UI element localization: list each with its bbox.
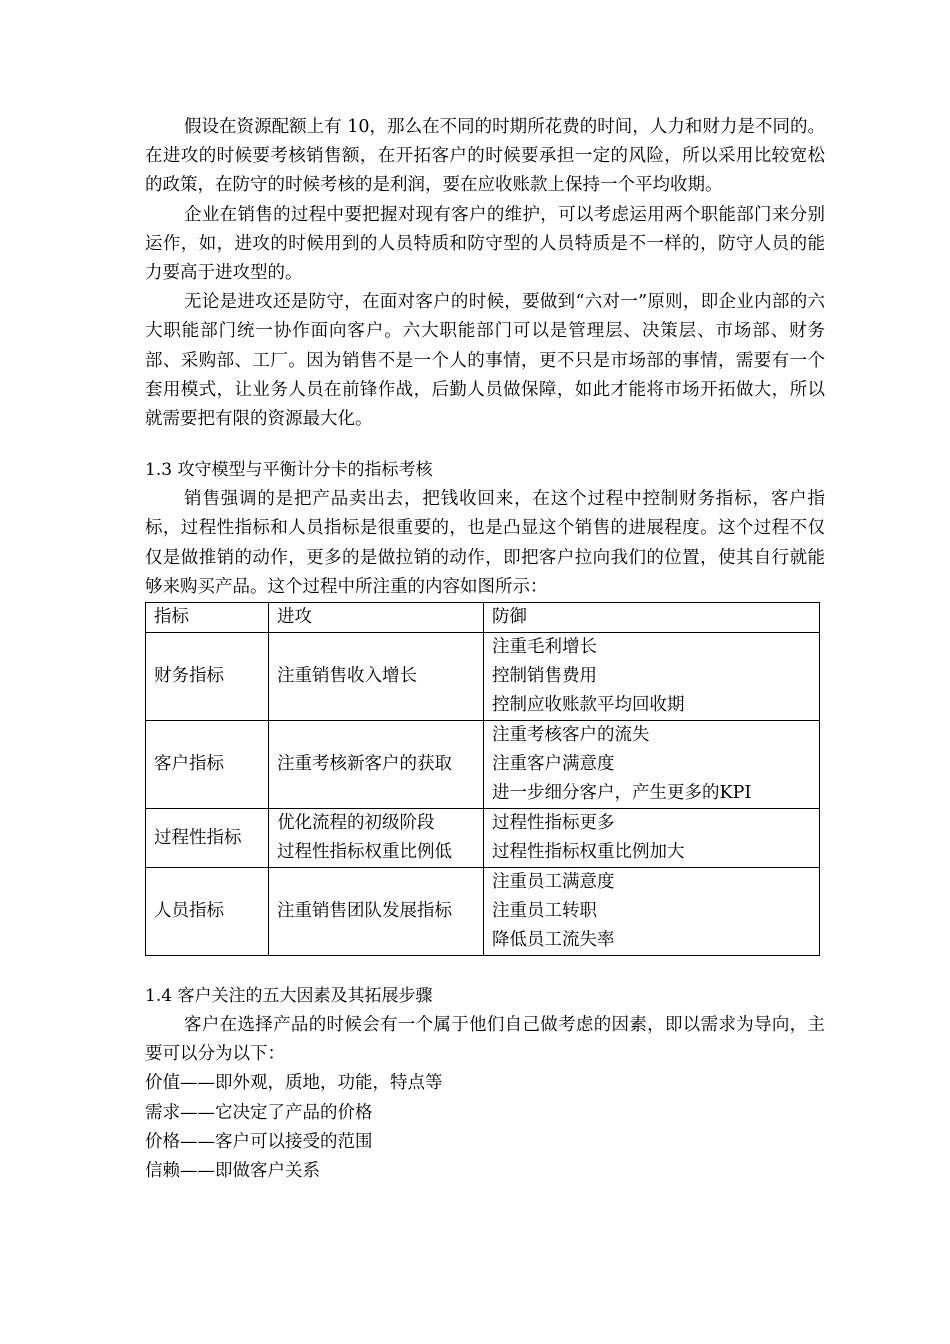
list-item: 需求——它决定了产品的价格 (145, 1102, 373, 1123)
table-header-cell: 指标 (146, 603, 269, 633)
attack-cell (269, 868, 484, 956)
paragraph: 无论是进攻还是防守，在面对客户的时候，要做到“六对一”原则，即企业内部的六大职能部门统一协作面向客户。六大职能部门可以是管理层、决策层、市场部、财务部、采购部、工厂。因为销售不是一个人的事情，更不只是市场部的事情，需要有一个套用模式，让业务人员在前锋作战，后勤人员做保障，如此才能将市场开拓做大，所以就需要把有限的资源最大化。 (145, 292, 825, 430)
cell-line: 注重考核客户的流失 (492, 725, 650, 746)
list-item: 价格——客户可以接受的范围 (145, 1131, 373, 1152)
table-header-cell: 防御 (484, 603, 820, 633)
defense-cell (484, 721, 820, 809)
list-item: 信赖——即做客户关系 (145, 1161, 320, 1182)
metrics-table (145, 602, 820, 956)
cell-line: 注重客户满意度 (492, 754, 615, 775)
list-item: 价值——即外观，质地，功能，特点等 (145, 1073, 443, 1094)
section-heading: 1.4 客户关注的五大因素及其拓展步骤 (145, 986, 433, 1007)
cell-line: 注重员工满意度 (492, 872, 615, 893)
table-row (146, 721, 820, 809)
cell-line: 注重员工转职 (492, 901, 597, 922)
table-header-cell: 进攻 (269, 603, 484, 633)
paragraph: 客户在选择产品的时候会有一个属于他们自己做考虑的因素，即以需求为导向，主要可以分为以下： (145, 1015, 825, 1065)
cell-line: 控制销售费用 (492, 666, 597, 687)
section-heading: 1.3 攻守模型与平衡计分卡的指标考核 (145, 460, 433, 481)
table-row (146, 809, 820, 868)
cell-line: 控制应收账款平均回收期 (492, 695, 685, 716)
cell-line: 进一步细分客户，产生更多的KPI (492, 783, 752, 804)
defense-cell (484, 633, 820, 721)
table-row (146, 868, 820, 956)
paragraph: 企业在销售的过程中要把握对现有客户的维护，可以考虑运用两个职能部门来分别运作，如，进攻的时候用到的人员特质和防守型的人员特质是不一样的，防守人员的能力要高于进攻型的。 (145, 204, 825, 284)
metric-cell: 过程性指标 (146, 809, 269, 868)
cell-line: 过程性指标权重比例加大 (492, 842, 685, 863)
cell-line: 注重考核新客户的获取 (277, 754, 452, 775)
cell-line: 注重毛利增长 (492, 637, 597, 658)
attack-cell (269, 809, 484, 868)
cell-line: 降低员工流失率 (492, 930, 615, 951)
metric-cell: 人员指标 (146, 868, 269, 956)
cell-line: 过程性指标更多 (492, 813, 615, 834)
cell-line: 注重销售收入增长 (277, 666, 417, 687)
document-page (145, 113, 825, 1186)
attack-cell (269, 633, 484, 721)
cell-line: 过程性指标权重比例低 (277, 842, 452, 863)
cell-line: 注重销售团队发展指标 (277, 901, 452, 922)
defense-cell (484, 809, 820, 868)
metric-cell: 客户指标 (146, 721, 269, 809)
defense-cell (484, 868, 820, 956)
paragraph: 销售强调的是把产品卖出去，把钱收回来，在这个过程中控制财务指标，客户指标，过程性指标和人员指标是很重要的，也是凸显这个销售的进展程度。这个过程不仅仅是做推销的动作，更多的是做拉销的动作，即把客户拉向我们的位置，使其自行就能够来购买产品。这个过程中所注重的内容如图所示： (145, 489, 825, 597)
table-header-row (146, 603, 820, 633)
metric-cell: 财务指标 (146, 633, 269, 721)
attack-cell (269, 721, 484, 809)
paragraph: 假设在资源配额上有 10，那么在不同的时期所花费的时间，人力和财力是不同的。在进攻的时候要考核销售额，在开拓客户的时候要承担一定的风险，所以采用比较宽松的政策，在防守的时候考核的是利润，要在应收账款上保持一个平均收期。 (145, 117, 825, 196)
table-row (146, 633, 820, 721)
cell-line: 优化流程的初级阶段 (277, 813, 435, 834)
